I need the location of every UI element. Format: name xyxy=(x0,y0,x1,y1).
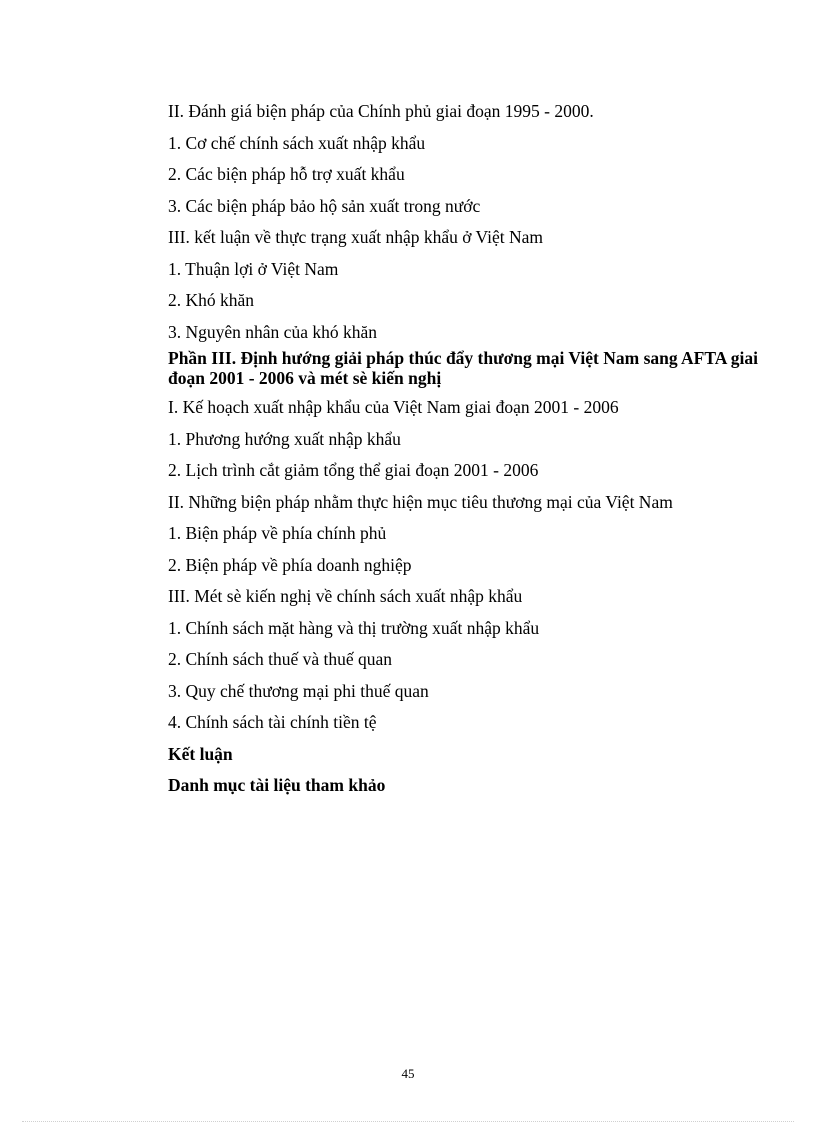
toc-item-non-tariff: 3. Quy chế thương mại phi thuế quan xyxy=(168,680,429,701)
toc-item-mechanism: 1. Cơ chế chính sách xuất nhập khẩu xyxy=(168,132,426,153)
toc-item-direction: 1. Phương hướng xuất nhập khẩu xyxy=(168,428,401,449)
toc-references: Danh mục tài liệu tham khảo xyxy=(168,775,386,795)
toc-item-enterprise: 2. Biện pháp về phía doanh nghiệp xyxy=(168,554,412,575)
toc-item-monetary: 4. Chính sách tài chính tiền tệ xyxy=(168,712,377,732)
table-of-contents xyxy=(168,100,758,806)
toc-item-export-support: 2. Các biện pháp hỗ trợ xuất khẩu xyxy=(168,164,405,184)
toc-conclusion: Kết luận xyxy=(168,743,233,764)
toc-item-tax-policy: 2. Chính sách thuế và thuế quan xyxy=(168,649,393,669)
toc-item-difficulties: 2. Khó khăn xyxy=(168,290,255,310)
toc-section-ii-measures: II. Những biện pháp nhằm thực hiện mục tiêu thương mại của Việt Nam xyxy=(168,491,673,512)
toc-item-schedule: 2. Lịch trình cắt giảm tổng thể giai đoạn 2001 - 2006 xyxy=(168,460,539,480)
toc-section-iii-conclusion: III. kết luận về thực trạng xuất nhập khẩu ở Việt Nam xyxy=(168,227,544,247)
toc-section-ii-evaluation: II. Đánh giá biện pháp của Chính phủ giai đoạn 1995 - 2000. xyxy=(168,101,594,121)
toc-section-iii-recommendations: III. Mét sè kiến nghị về chính sách xuất nhập khẩu xyxy=(168,586,523,606)
toc-item-commodity-policy: 1. Chính sách mặt hàng và thị trường xuất nhập khẩu xyxy=(168,617,540,638)
toc-item-protection: 3. Các biện pháp bảo hộ sản xuất trong nước xyxy=(168,195,481,216)
toc-section-i-plan: I. Kế hoạch xuất nhập khẩu của Việt Nam giai đoạn 2001 - 2006 xyxy=(168,397,619,417)
toc-item-causes: 3. Nguyên nhân của khó khăn xyxy=(168,321,377,342)
toc-part-iii-heading: Phần III. Định hướng giải pháp thúc đẩy thương mại Việt Nam sang AFTA giai đoạn 2001 - 2006 và mét sè kiến nghị xyxy=(168,348,758,388)
toc-item-government: 1. Biện pháp về phía chính phủ xyxy=(168,523,387,543)
page-number: 45 xyxy=(401,1066,415,1081)
toc-item-advantages: 1. Thuận lợi ở Việt Nam xyxy=(168,258,339,279)
page-divider xyxy=(22,1121,794,1122)
